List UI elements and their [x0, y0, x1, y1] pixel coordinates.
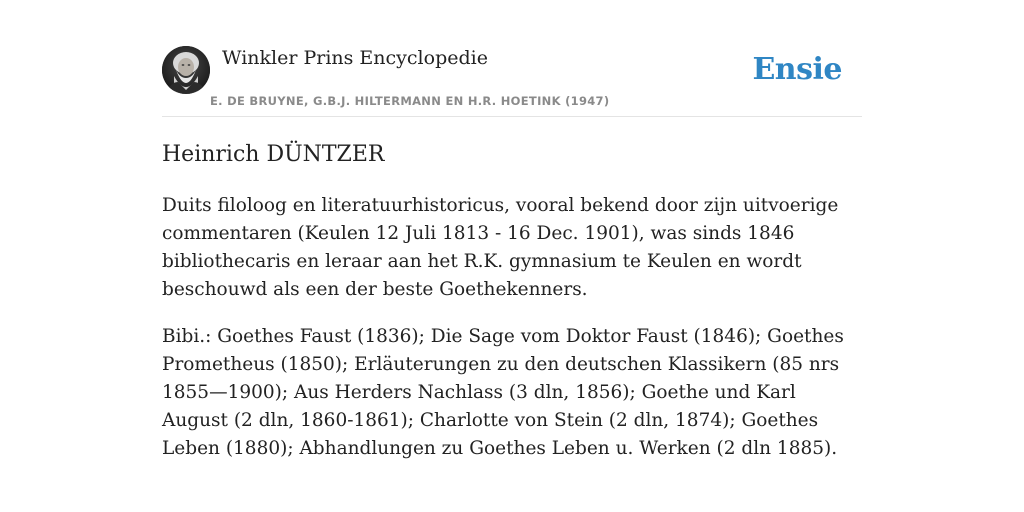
author-portrait-icon — [162, 46, 210, 94]
page-title: Heinrich DÜNTZER — [162, 142, 385, 167]
brand-logo[interactable]: Ensie — [752, 52, 842, 87]
header — [162, 46, 862, 117]
avatar[interactable] — [162, 46, 210, 94]
authors-line: E. DE BRUYNE, G.B.J. HILTERMANN EN H.R. HOETINK (1947) — [210, 94, 610, 108]
bibliography-paragraph: Bibi.: Goethes Faust (1836); Die Sage vom Doktor Faust (1846); Goethes Prometheus (1850); Erläuterungen zu den deutschen Klassikern (85 nrs 1855—1900); Aus Herders Nachlass (3 dln, 1856); Goethe und Karl August (2 dln, 1860-1861); Charlotte von Stein (2 dln, 1874); Goethes Leben (1880); Abhandlungen zu Goethes Leben u. Werken (2 dln 1885). — [162, 326, 844, 459]
article-paragraph: Duits filoloog en literatuurhistoricus, vooral bekend door zijn uitvoerige commentaren (Keulen 12 Juli 1813 - 16 Dec. 1901), was sinds 1846 bibliothecaris en leraar aan het R.K. gymnasium te Keulen en wordt beschouwd als een der beste Goethekenners. — [162, 195, 839, 300]
encyclopedia-title[interactable]: Winkler Prins Encyclopedie — [222, 47, 488, 69]
